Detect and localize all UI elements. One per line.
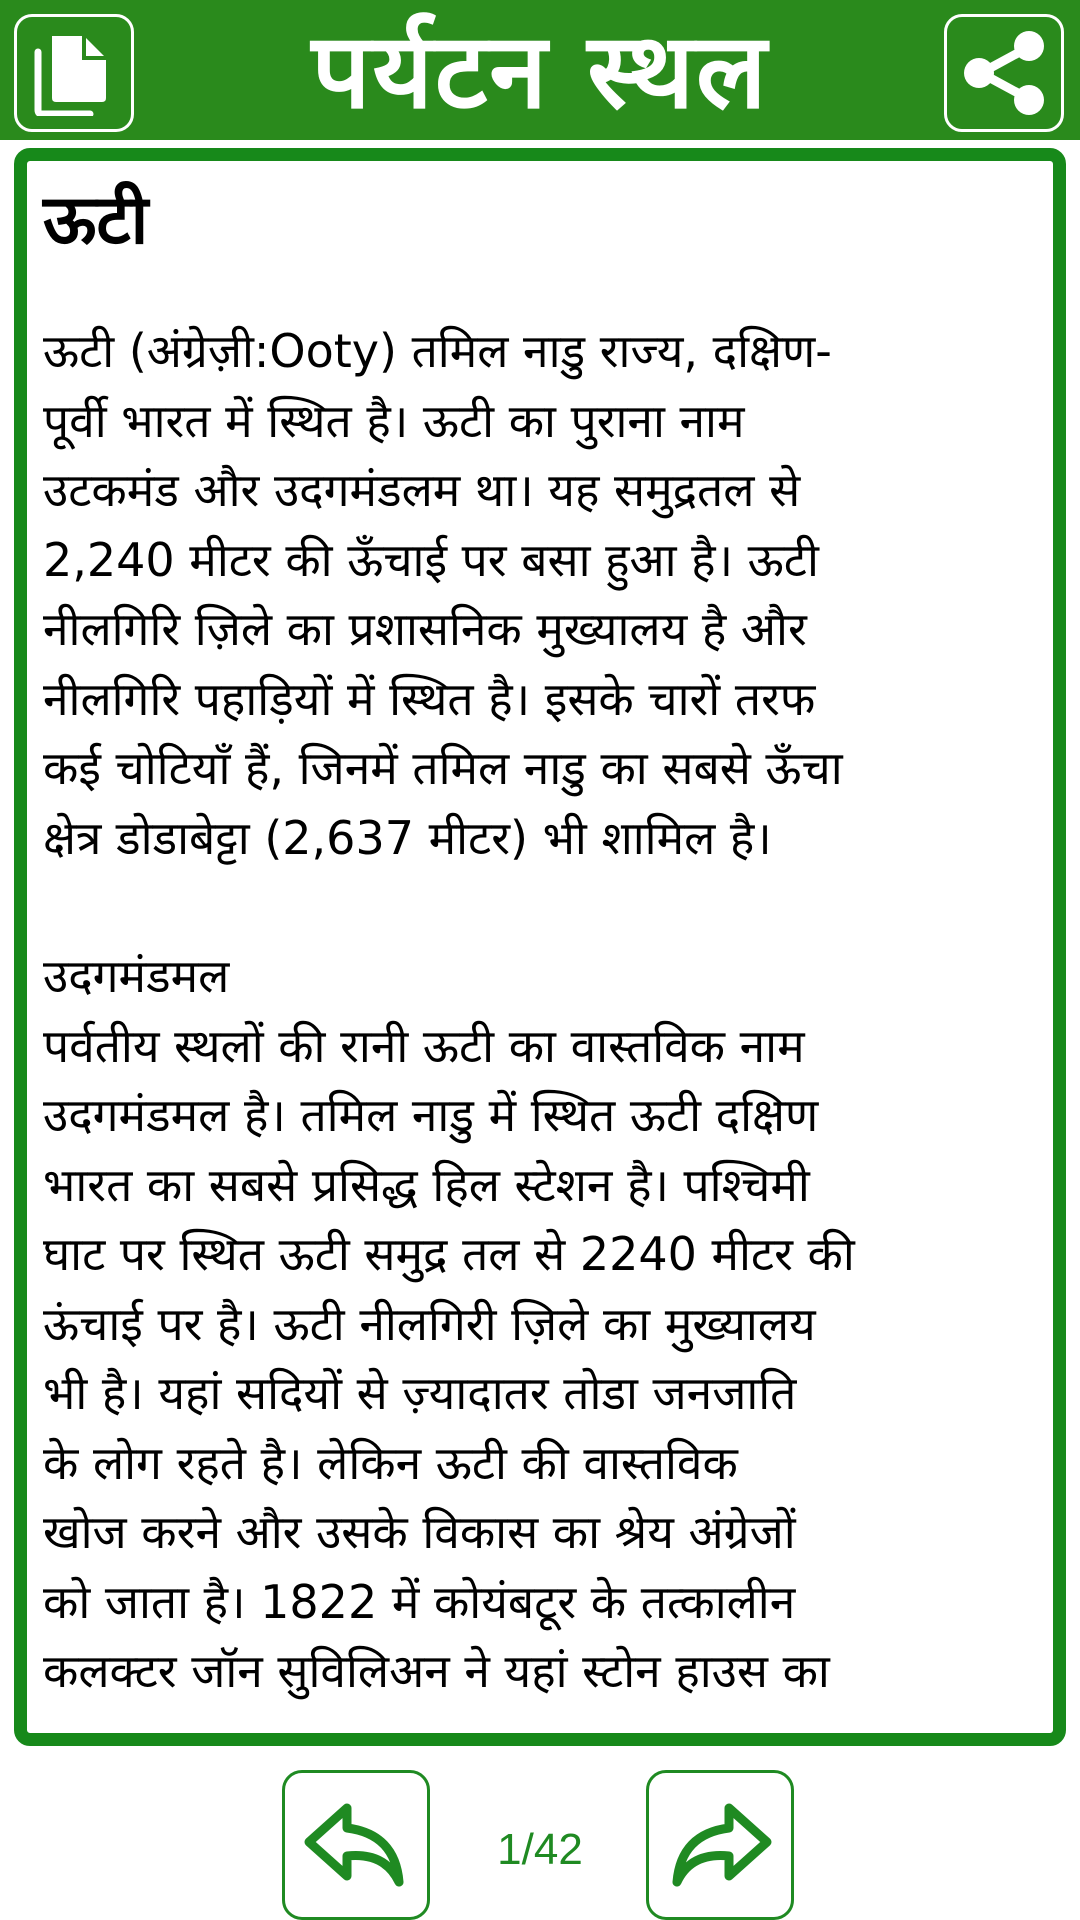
- app-title: पर्यटन स्थल: [311, 10, 769, 132]
- next-page-button[interactable]: [646, 1770, 794, 1920]
- share-icon: [959, 28, 1049, 118]
- article-body: [43, 173, 1059, 1707]
- article-subheading: उदगमंडमल: [43, 949, 230, 1003]
- article-frame[interactable]: [14, 148, 1066, 1746]
- article-paragraph-1: ऊटी (अंग्रेज़ी:Ooty) तमिल नाडु राज्य, दक्षिण- पूर्वी भारत में स्थित है। ऊटी का पुराना नाम उटकमंड और उदगमंडलम था। यह समुद्रतल से 2,240 मीटर की ऊँचाई पर बसा हुआ है। ऊटी नीलगिरि ज़िले का प्रशासनिक मुख्यालय है और नीलगिरि पहाड़ियों में स्थित है। इसके चारों तरफ कई चोटियाँ हैं, जिनमें तमिल नाडु का सबसे ऊँचा क्षेत्र डोडाबेट्टा (2,637 मीटर) भी शामिल है।: [43, 324, 843, 865]
- share-button[interactable]: [944, 14, 1064, 132]
- copy-button[interactable]: [14, 14, 134, 132]
- article-title: ऊटी: [43, 181, 149, 260]
- page-footer: [0, 1746, 1080, 1920]
- app-header: [0, 0, 1080, 140]
- back-arrow-icon: [301, 1800, 411, 1890]
- previous-page-button[interactable]: [282, 1770, 430, 1920]
- copy-icon: [32, 30, 116, 116]
- forward-arrow-icon: [665, 1800, 775, 1890]
- article-paragraph-2: पर्वतीय स्थलों की रानी ऊटी का वास्तविक नाम उदगमंडमल है। तमिल नाडु में स्थित ऊटी दक्षिण भारत का सबसे प्रसिद्ध हिल स्टेशन है। पश्चिमी घाट पर स्थित ऊटी समुद्र तल से 2240 मीटर की ऊंचाई पर है। ऊटी नीलगिरी ज़िले का मुख्यालय भी है। यहां सदियों से ज़्यादातर तोडा जनजाति के लोग रहते है। लेकिन ऊटी की वास्तविक खोज करने और उसके विकास का श्रेय अंग्रेजों को जाता है। 1822 में कोयंबटूर के तत्कालीन कलक्टर जॉन सुविलिअन ने यहां स्टोन हाउस का: [43, 1018, 855, 1698]
- page-counter: 1/42: [497, 1825, 583, 1874]
- paragraph-spacer: [43, 873, 1059, 942]
